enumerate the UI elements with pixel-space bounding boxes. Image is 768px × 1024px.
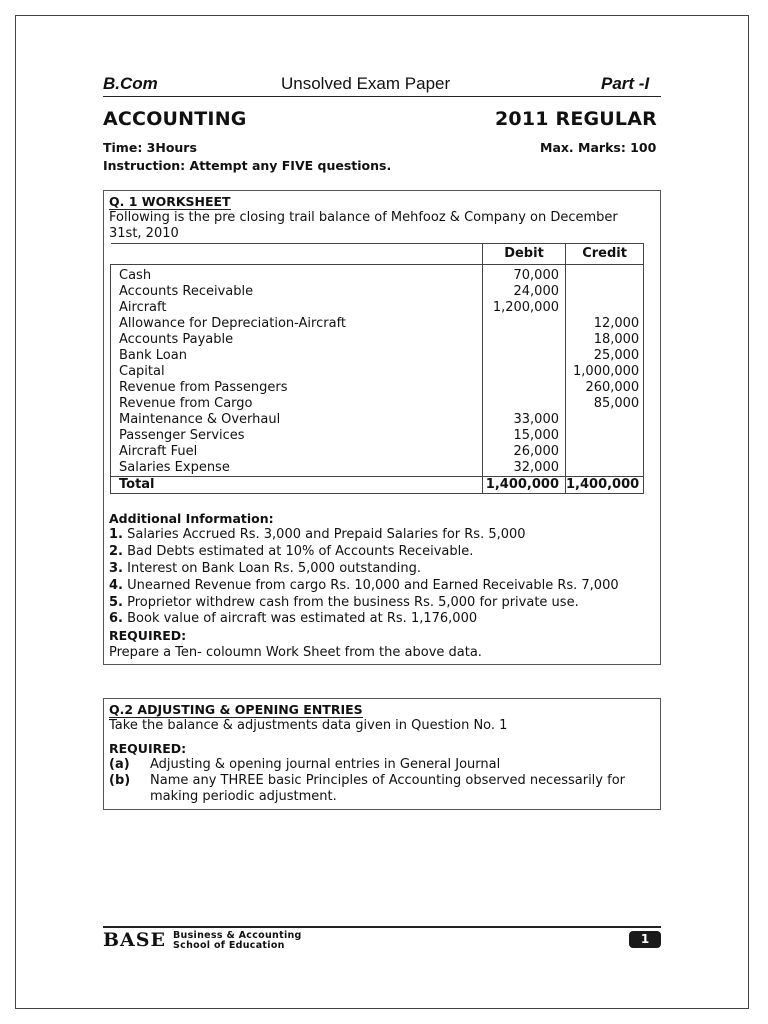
credit-value [566, 444, 644, 460]
additional-item: 6. Book value of aircraft was estimated at Rs. 1,176,000 [109, 611, 478, 626]
table-row [111, 348, 644, 364]
account-name: Bank Loan [111, 348, 483, 364]
q2-item-b-label: (b) [109, 773, 131, 788]
debit-value: 70,000 [483, 265, 566, 285]
table-row [111, 364, 644, 380]
question-1-title: Q. 1 WORKSHEET [109, 194, 231, 209]
q1-required-text: Prepare a Ten- coloumn Work Sheet from the above data. [109, 645, 482, 660]
debit-value [483, 380, 566, 396]
header-debit: Debit [483, 244, 566, 265]
table-row [111, 460, 644, 477]
q2-item-b-text-line2: making periodic adjustment. [150, 789, 337, 804]
header-rule [103, 96, 661, 97]
debit-value: 24,000 [483, 284, 566, 300]
instruction: Instruction: Attempt any FIVE questions. [103, 158, 392, 173]
additional-info-title: Additional Information: [109, 511, 274, 526]
question-2-intro: Take the balance & adjustments data given in Question No. 1 [109, 718, 508, 733]
debit-value: 32,000 [483, 460, 566, 477]
account-name: Aircraft [111, 300, 483, 316]
table-row [111, 428, 644, 444]
q2-required-label: REQUIRED: [109, 741, 187, 756]
credit-value [566, 300, 644, 316]
additional-item: 2. Bad Debts estimated at 10% of Accounts Receivable. [109, 544, 474, 559]
header-account [111, 244, 483, 265]
part-label: Part -I [601, 74, 650, 93]
q2-item-a-label: (a) [109, 757, 130, 772]
debit-value [483, 364, 566, 380]
exam-year: 2011 REGULAR [495, 108, 657, 130]
total-credit: 1,400,000 [566, 477, 644, 494]
table-row [111, 444, 644, 460]
table-total-row [111, 477, 644, 494]
question-1-intro-line2: 31st, 2010 [109, 226, 179, 241]
debit-value [483, 316, 566, 332]
debit-value: 33,000 [483, 412, 566, 428]
credit-value: 18,000 [566, 332, 644, 348]
table-row [111, 284, 644, 300]
header-credit: Credit [566, 244, 644, 265]
credit-value: 1,000,000 [566, 364, 644, 380]
credit-value: 25,000 [566, 348, 644, 364]
debit-value [483, 348, 566, 364]
total-debit: 1,400,000 [483, 477, 566, 494]
account-name: Allowance for Depreciation-Aircraft [111, 316, 483, 332]
credit-value: 12,000 [566, 316, 644, 332]
account-name: Salaries Expense [111, 460, 483, 477]
table-row [111, 412, 644, 428]
table-row [111, 316, 644, 332]
total-label: Total [111, 477, 483, 494]
account-name: Revenue from Passengers [111, 380, 483, 396]
base-logo: BASE [103, 929, 167, 951]
debit-value: 1,200,000 [483, 300, 566, 316]
additional-item: 1. Salaries Accrued Rs. 3,000 and Prepaid Salaries for Rs. 5,000 [109, 527, 526, 542]
page-number: 1 [629, 931, 661, 948]
account-name: Aircraft Fuel [111, 444, 483, 460]
additional-item: 5. Proprietor withdrew cash from the business Rs. 5,000 for private use. [109, 595, 579, 610]
table-row [111, 332, 644, 348]
additional-item: 4. Unearned Revenue from cargo Rs. 10,000 and Earned Receivable Rs. 7,000 [109, 578, 619, 593]
base-subtitle-line2: School of Education [173, 940, 285, 951]
subject-title: ACCOUNTING [103, 108, 247, 130]
trial-balance-table [110, 243, 644, 494]
q1-required-label: REQUIRED: [109, 628, 187, 643]
credit-value: 260,000 [566, 380, 644, 396]
course-label: B.Com [103, 74, 158, 93]
question-1-intro-line1: Following is the pre closing trail balance of Mehfooz & Company on December [109, 210, 618, 225]
account-name: Cash [111, 265, 483, 285]
debit-value [483, 396, 566, 412]
footer-rule [103, 926, 661, 928]
account-name: Revenue from Cargo [111, 396, 483, 412]
q2-item-a-text: Adjusting & opening journal entries in General Journal [150, 757, 501, 772]
q2-item-b-text-line1: Name any THREE basic Principles of Accounting observed necessarily for [150, 773, 625, 788]
credit-value [566, 284, 644, 300]
account-name: Passenger Services [111, 428, 483, 444]
table-row [111, 396, 644, 412]
debit-value [483, 332, 566, 348]
credit-value [566, 412, 644, 428]
max-marks: Max. Marks: 100 [540, 140, 657, 155]
account-name: Accounts Receivable [111, 284, 483, 300]
paper-type: Unsolved Exam Paper [281, 74, 451, 93]
debit-value: 26,000 [483, 444, 566, 460]
account-name: Accounts Payable [111, 332, 483, 348]
credit-value [566, 265, 644, 285]
debit-value: 15,000 [483, 428, 566, 444]
credit-value [566, 460, 644, 477]
account-name: Capital [111, 364, 483, 380]
account-name: Maintenance & Overhaul [111, 412, 483, 428]
table-row [111, 380, 644, 396]
exam-time: Time: 3Hours [103, 140, 197, 155]
credit-value: 85,000 [566, 396, 644, 412]
table-header-row [111, 244, 644, 265]
additional-item: 3. Interest on Bank Loan Rs. 5,000 outstanding. [109, 561, 422, 576]
table-row [111, 265, 644, 285]
question-2-title: Q.2 ADJUSTING & OPENING ENTRIES [109, 702, 363, 717]
table-row [111, 300, 644, 316]
credit-value [566, 428, 644, 444]
base-subtitle-line1: Business & Accounting [173, 930, 302, 941]
